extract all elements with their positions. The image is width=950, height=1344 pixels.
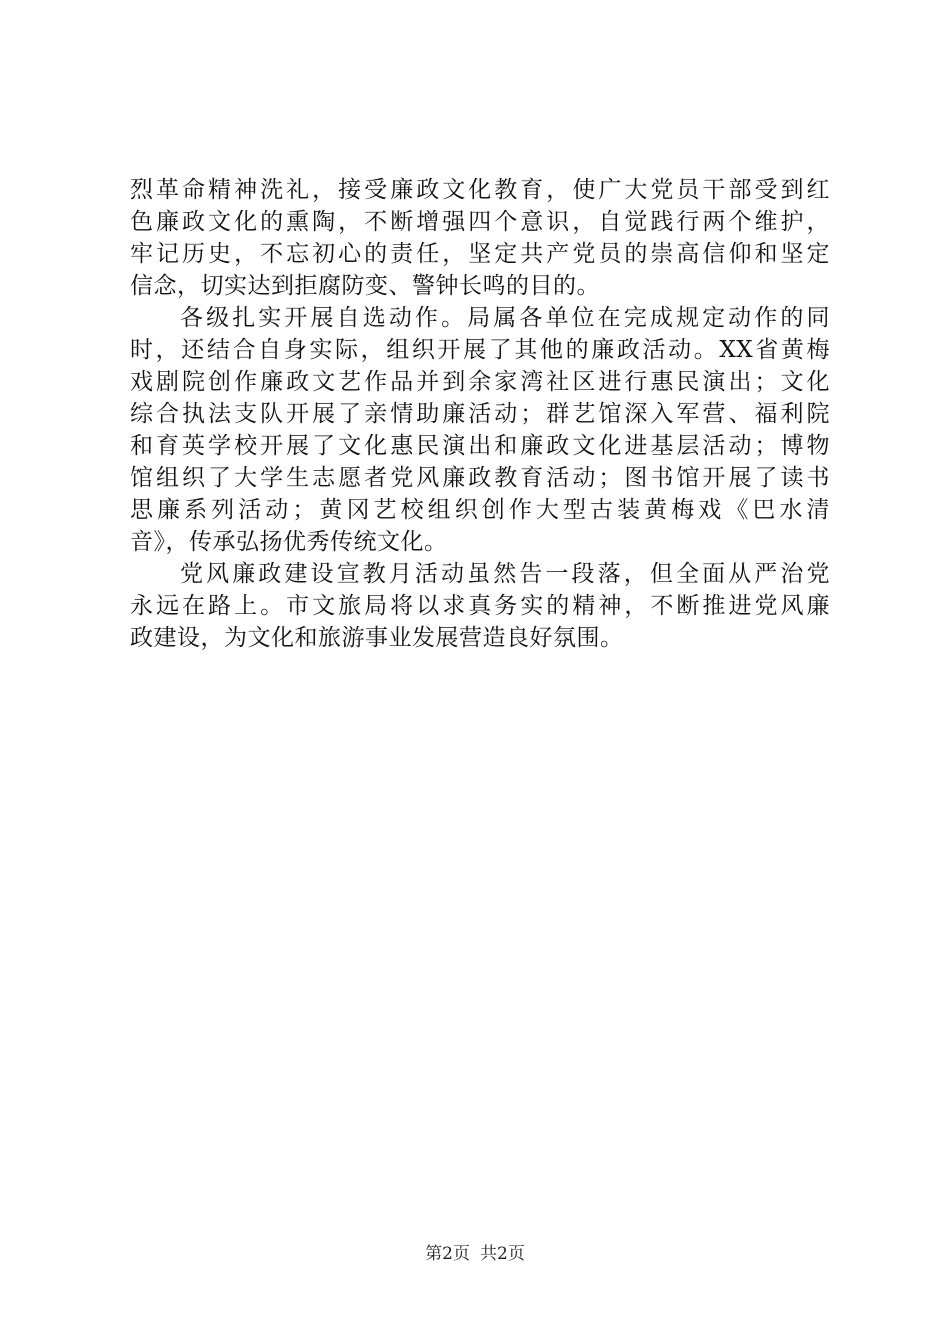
text-line: 牢记历史，不忘初心的责任，坚定共产党员的崇高信仰和坚定 xyxy=(130,241,830,267)
paragraph-first-line: 党风廉政建设宣教月活动虽然告一段落，但全面从严治党 xyxy=(180,561,830,587)
text-line: 政建设，为文化和旅游事业发展营造良好氛围。 xyxy=(130,625,624,651)
page-footer xyxy=(0,1242,950,1266)
page-total: 共2页 xyxy=(480,1244,525,1264)
paragraph-first-line: 各级扎实开展自选动作。局属各单位在完成规定动作的同 xyxy=(180,305,830,331)
text-line: 时，还结合自身实际，组织开展了其他的廉政活动。XX省黄梅 xyxy=(130,337,830,363)
text-line: 烈革命精神洗礼，接受廉政文化教育，使广大党员干部受到红 xyxy=(130,177,830,203)
text-line: 色廉政文化的熏陶，不断增强四个意识，自觉践行两个维护， xyxy=(130,209,830,235)
text-line: 戏剧院创作廉政文艺作品并到余家湾社区进行惠民演出；文化 xyxy=(130,369,830,395)
text-line: 永远在路上。市文旅局将以求真务实的精神，不断推进党风廉 xyxy=(130,593,830,619)
text-line: 馆组织了大学生志愿者党风廉政教育活动；图书馆开展了读书 xyxy=(130,465,830,491)
text-line: 思廉系列活动；黄冈艺校组织创作大型古装黄梅戏《巴水清 xyxy=(130,497,830,523)
text-line: 综合执法支队开展了亲情助廉活动；群艺馆深入军营、福利院 xyxy=(130,401,830,427)
document-body xyxy=(130,174,830,654)
text-line: 和育英学校开展了文化惠民演出和廉政文化进基层活动；博物 xyxy=(130,433,830,459)
page-number: 第2页 xyxy=(425,1244,470,1264)
text-line: 信念，切实达到拒腐防变、警钟长鸣的目的。 xyxy=(130,273,600,299)
text-line: 音》，传承弘扬优秀传统文化。 xyxy=(130,529,448,555)
